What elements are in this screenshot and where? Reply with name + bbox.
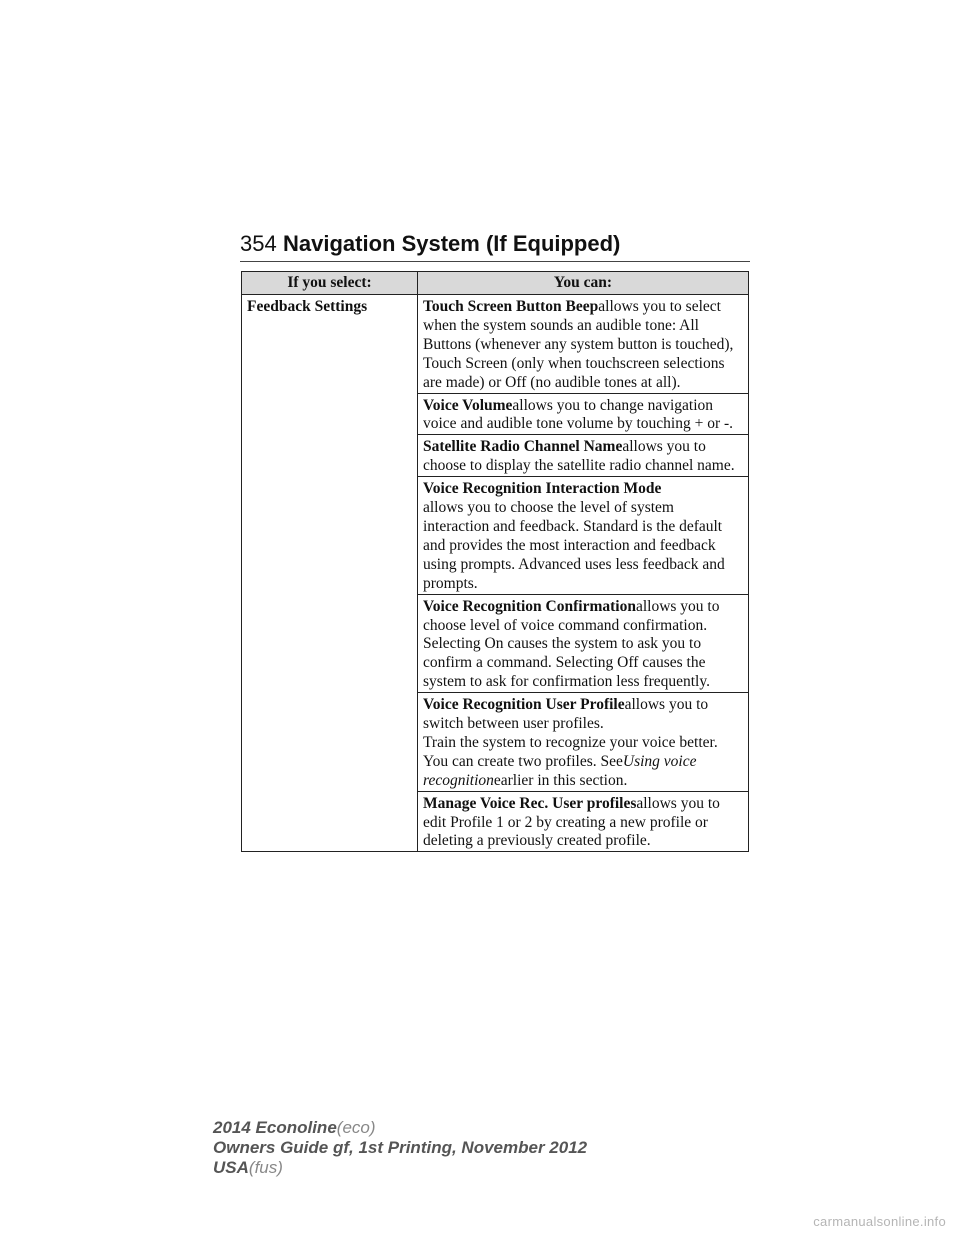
setting-name: Voice Recognition Interaction Mode: [423, 480, 662, 498]
setting-description: allows you to choose the level of system interaction and feedback. Standard is the default and provides the most interaction and feedback using prompts. Advanced uses less feedback and prompts.: [423, 499, 725, 592]
description-cell: [418, 393, 749, 435]
column-header-can: You can:: [418, 272, 749, 295]
setting-description: allows you to switch between user profiles.: [423, 696, 709, 733]
watermark: carmanualsonline.info: [813, 1214, 946, 1229]
setting-description: allows you to select when the system sounds an audible tone: All Buttons (whenever any system button is touched), Touch Screen (only when touchscreen selections are made) or Off (no audible tones at all).: [423, 298, 734, 391]
description-cell: [418, 594, 749, 693]
description-cell: [418, 435, 749, 477]
selection-cell: Feedback Settings: [242, 295, 418, 852]
setting-name: Voice Recognition User Profile: [423, 696, 625, 714]
column-header-select: If you select:: [242, 272, 418, 295]
table-row: [242, 295, 749, 394]
section-title: Navigation System (If Equipped): [283, 231, 621, 256]
footer-line-3: [213, 1158, 587, 1178]
setting-name: Satellite Radio Channel Name: [423, 438, 623, 456]
description-cell: [418, 295, 749, 394]
description-cell: [418, 791, 749, 852]
setting-name: Touch Screen Button Beep: [423, 298, 599, 315]
footer-model: 2014 Econoline: [213, 1118, 337, 1137]
setting-description: allows you to change navigation voice and audible tone volume by touching + or -.: [423, 396, 734, 433]
footer-market: USA: [213, 1158, 249, 1177]
setting-description-end: earlier in this section.: [493, 771, 628, 789]
setting-description-extra: Train the system to recognize your voice better. You can create two profiles. See: [423, 733, 718, 770]
page-number: 354: [240, 231, 277, 256]
description-cell: [418, 477, 749, 594]
page-header: [240, 229, 750, 262]
footer-line-1: [213, 1118, 587, 1138]
footer-model-code: (eco): [336, 1118, 376, 1137]
setting-name: Manage Voice Rec. User profiles: [423, 794, 637, 812]
setting-description: allows you to choose to display the satellite radio channel name.: [423, 438, 735, 475]
setting-name: Voice Volume: [423, 396, 513, 414]
cross-reference-link[interactable]: Using voice recognition: [423, 752, 697, 789]
footer-line-2: Owners Guide gf, 1st Printing, November 2012: [213, 1138, 588, 1157]
setting-name: Voice Recognition Confirmation: [423, 597, 636, 615]
table-header-row: [242, 272, 749, 295]
setting-description: allows you to choose level of voice command confirmation. Selecting On causes the system to ask you to confirm a command. Selecting Off causes the system to ask for confirmation less frequently.: [423, 597, 720, 691]
setting-description: allows you to edit Profile 1 or 2 by creating a new profile or deleting a previously created profile.: [423, 794, 720, 850]
description-cell: [418, 693, 749, 792]
settings-table: [241, 271, 749, 852]
footer-market-code: (fus): [248, 1158, 283, 1177]
document-footer: [213, 1118, 587, 1178]
